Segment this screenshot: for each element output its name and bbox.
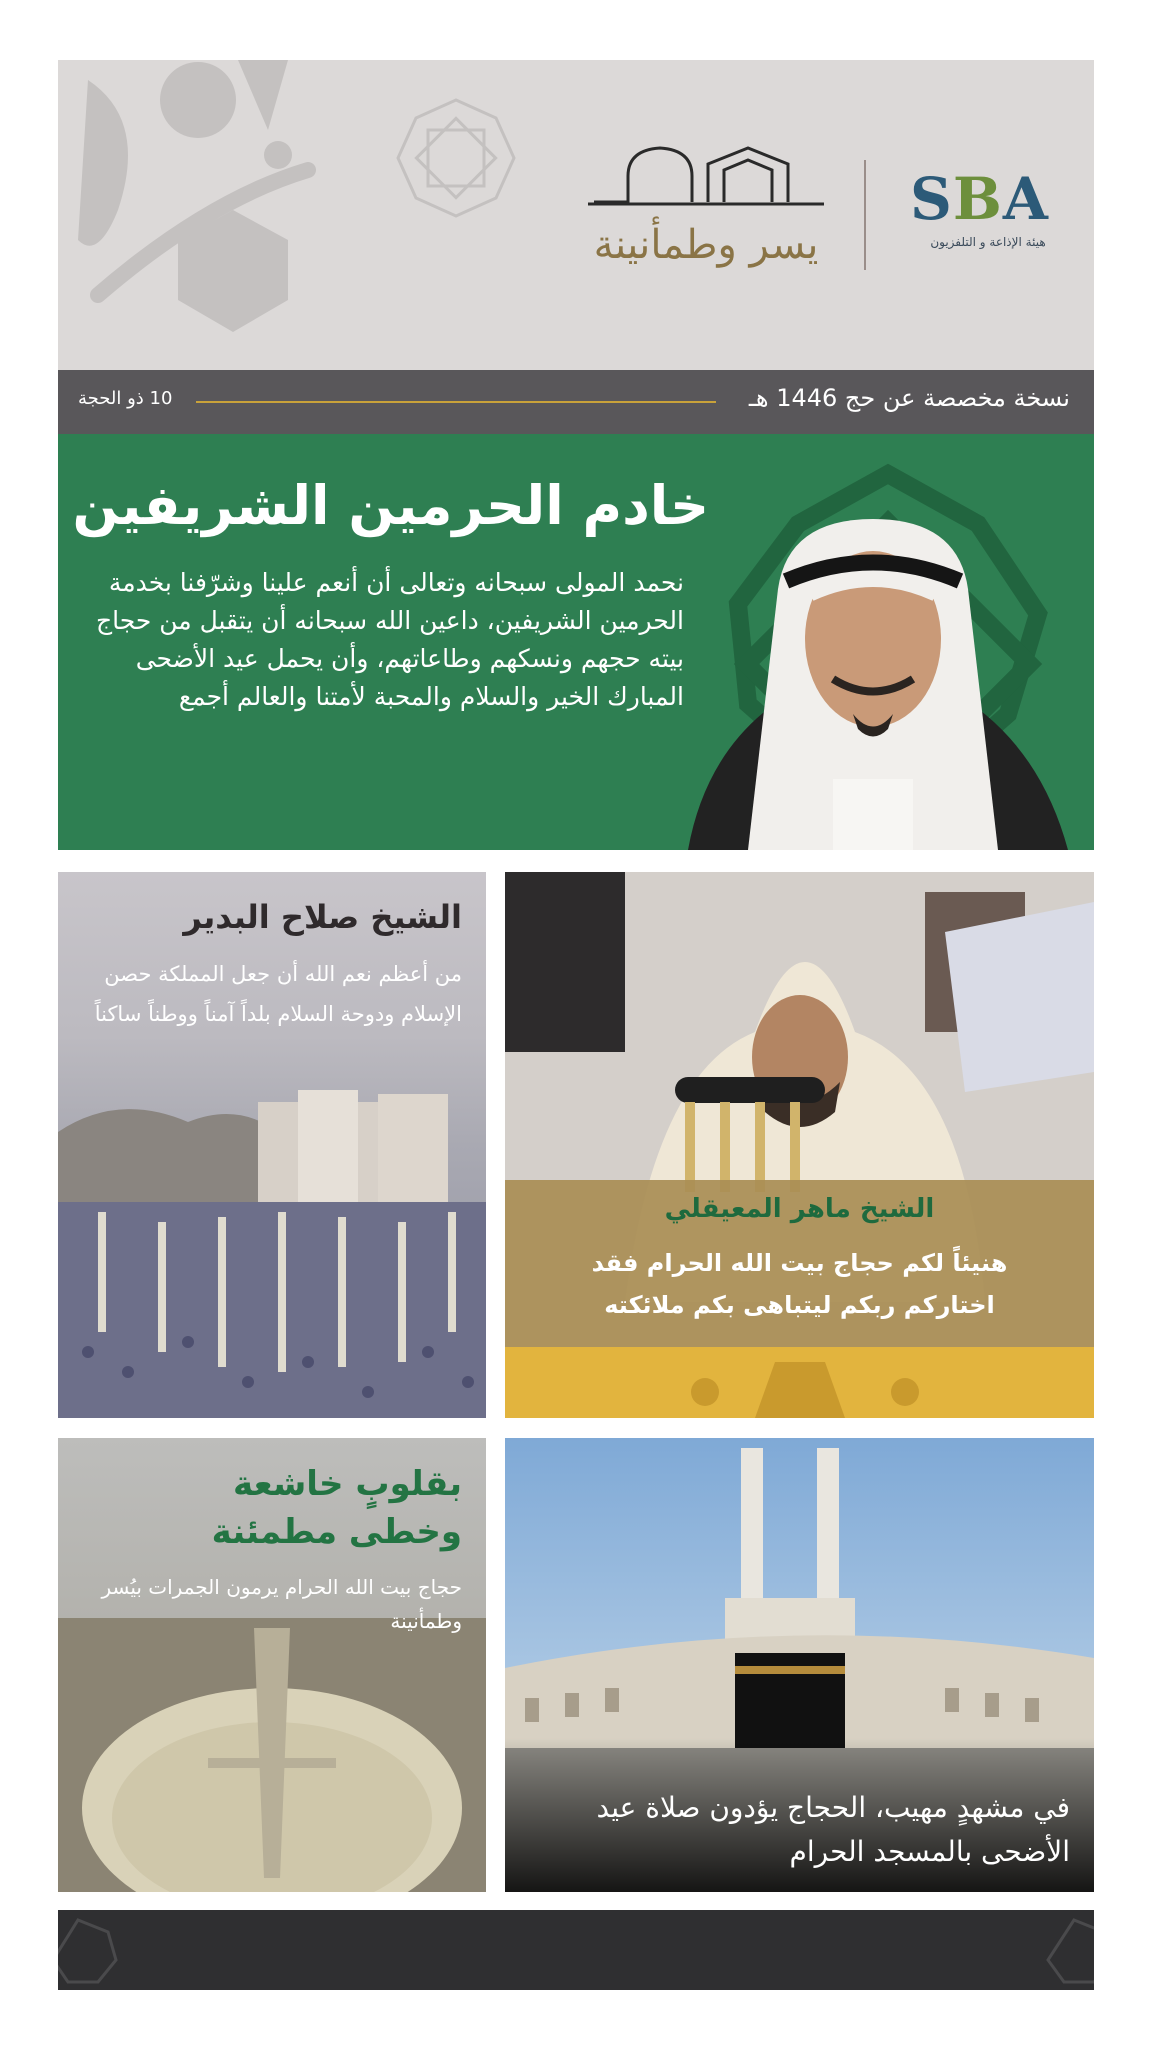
budair-quote: من أعظم نعم الله أن جعل المملكة حصن الإسلام ودوحة السلام بلداً آمناً ووطناً ساكناً bbox=[94, 962, 462, 1026]
logo-divider bbox=[864, 160, 866, 270]
kaaba-caption: في مشهدٍ مهيب، الحجاج يؤدون صلاة عيد الأضحى بالمسجد الحرام bbox=[596, 1791, 1070, 1868]
footer-bar bbox=[58, 1910, 1094, 1990]
decorative-pattern bbox=[58, 60, 538, 370]
edition-label: نسخة مخصصة عن حج 1446 هـ bbox=[748, 384, 1070, 412]
king-portrait bbox=[648, 489, 1094, 850]
sba-logo-subtitle: هيئة الإذاعة و التلفزيون bbox=[930, 235, 1046, 249]
jamarat-body: حجاج بيت الله الحرام يرمون الجمرات بيُسر وطمأنينة bbox=[101, 1575, 462, 1633]
panel-jamarat bbox=[58, 1438, 486, 1892]
header-banner bbox=[58, 60, 1094, 370]
jamarat-heading-line1: بقلوبٍ خاشعة bbox=[233, 1464, 462, 1504]
imam-photo bbox=[505, 872, 1094, 1418]
panel-muaiqly bbox=[505, 872, 1094, 1418]
king-section bbox=[58, 434, 1094, 850]
king-section-statement: نحمد المولى سبحانه وتعالى أن أنعم علينا وشرّفنا بخدمة الحرمين الشريفين، داعين الله سبحانه أن يتقبل من حجاج بيته حجهم ونسكهم وطاعاتهم، وأن يحمل عيد الأضحى المبارك الخير والسلام والمحبة لأمتنا والعالم أجمع bbox=[95, 568, 684, 711]
footer-ornament-icon bbox=[58, 1910, 1094, 1990]
date-label: 10 ذو الحجة bbox=[78, 388, 173, 409]
budair-name: الشيخ صلاح البدير bbox=[183, 898, 462, 936]
panel-kaaba bbox=[505, 1438, 1094, 1892]
muaiqly-name: الشيخ ماهر المعيقلي bbox=[664, 1194, 935, 1224]
king-section-title: خادم الحرمين الشريفين bbox=[72, 474, 709, 537]
gate-icon bbox=[588, 140, 824, 220]
info-divider-line bbox=[196, 401, 716, 403]
campaign-logo bbox=[588, 140, 848, 290]
info-bar bbox=[58, 370, 1094, 434]
sba-logo: SBA bbox=[910, 165, 1049, 233]
panel-budair bbox=[58, 872, 486, 1418]
campaign-logo-text: يسر وطمأنينة bbox=[593, 222, 819, 268]
jamarat-heading-line2: وخطى مطمئنة bbox=[211, 1512, 462, 1552]
muaiqly-quote: هنيئاً لكم حجاج بيت الله الحرام فقد اختاركم ربكم ليتباهى بكم ملائكته bbox=[591, 1249, 1008, 1319]
